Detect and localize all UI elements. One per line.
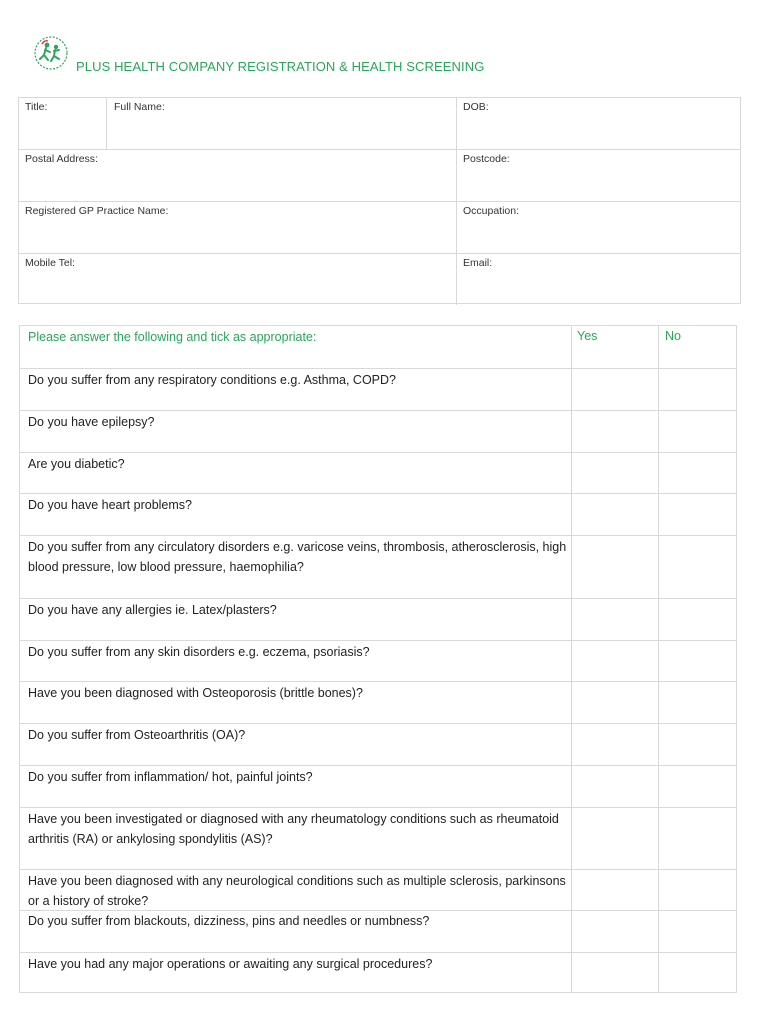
yes-checkbox[interactable] [572, 494, 658, 535]
postcode-field[interactable] [457, 150, 740, 201]
no-column-header: No [665, 329, 681, 343]
question-text: Do you have heart problems? [28, 498, 192, 512]
no-checkbox[interactable] [659, 870, 736, 910]
table-row [20, 765, 736, 807]
question-text: Do you suffer from Osteoarthritis (OA)? [28, 728, 246, 742]
questions-instruction: Please answer the following and tick as appropriate: [28, 330, 317, 344]
question-text: Have you been diagnosed with Osteoporosis (brittle bones)? [28, 686, 363, 700]
table-row [20, 681, 736, 723]
table-row [20, 807, 736, 869]
no-checkbox[interactable] [659, 766, 736, 807]
title-field[interactable] [19, 98, 106, 149]
no-checkbox[interactable] [659, 682, 736, 723]
questions-header-row [20, 326, 736, 368]
full-name-field[interactable] [108, 98, 456, 149]
email-field[interactable] [457, 254, 740, 304]
no-checkbox[interactable] [659, 494, 736, 535]
no-checkbox[interactable] [659, 411, 736, 452]
mobile-label: Mobile Tel: [25, 257, 75, 269]
no-checkbox[interactable] [659, 453, 736, 493]
question-text: Have you been diagnosed with any neurological conditions such as multiple sclerosis, parkinsons or a history of stroke? [28, 874, 566, 908]
yes-checkbox[interactable] [572, 369, 658, 410]
title-label: Title: [25, 101, 48, 113]
question-text: Have you been investigated or diagnosed with any rheumatology conditions such as rheumatoid arthritis (RA) or ankylosing spondylitis (AS)? [28, 812, 559, 846]
question-text: Have you had any major operations or awaiting any surgical procedures? [28, 957, 433, 971]
yes-checkbox[interactable] [572, 766, 658, 807]
health-questions-table [19, 325, 737, 993]
question-text: Do you suffer from inflammation/ hot, painful joints? [28, 770, 313, 784]
gp-practice-label: Registered GP Practice Name: [25, 205, 169, 217]
personal-details-form [18, 97, 741, 304]
question-text: Do you suffer from any circulatory disorders e.g. varicose veins, thrombosis, atherosclerosis, high blood pressure, low blood pressure, haemophilia? [28, 540, 567, 574]
no-checkbox[interactable] [659, 641, 736, 681]
yes-checkbox[interactable] [572, 870, 658, 910]
no-checkbox[interactable] [659, 599, 736, 640]
no-checkbox[interactable] [659, 369, 736, 410]
postal-address-field[interactable] [19, 150, 456, 201]
gp-practice-field[interactable] [19, 202, 456, 253]
table-row [20, 598, 736, 640]
yes-checkbox[interactable] [572, 682, 658, 723]
question-text: Do you have epilepsy? [28, 415, 155, 429]
running-figures-logo-icon [32, 33, 70, 73]
yes-checkbox[interactable] [572, 953, 658, 992]
occupation-field[interactable] [457, 202, 740, 253]
table-row [20, 910, 736, 952]
document-title: PLUS HEALTH COMPANY REGISTRATION & HEALTH SCREENING [76, 59, 485, 74]
mobile-field[interactable] [19, 254, 456, 304]
dob-field[interactable] [457, 98, 740, 149]
yes-checkbox[interactable] [572, 536, 658, 598]
question-text: Do you suffer from any respiratory conditions e.g. Asthma, COPD? [28, 373, 396, 387]
table-row [20, 410, 736, 452]
dob-label: DOB: [463, 101, 489, 113]
no-checkbox[interactable] [659, 724, 736, 765]
full-name-label: Full Name: [114, 101, 165, 113]
question-text: Are you diabetic? [28, 457, 125, 471]
table-row [20, 493, 736, 535]
yes-checkbox[interactable] [572, 808, 658, 869]
yes-checkbox[interactable] [572, 411, 658, 452]
table-row [20, 640, 736, 681]
table-row [20, 723, 736, 765]
yes-checkbox[interactable] [572, 599, 658, 640]
yes-checkbox[interactable] [572, 453, 658, 493]
table-row [20, 952, 736, 992]
yes-checkbox[interactable] [572, 911, 658, 952]
no-checkbox[interactable] [659, 911, 736, 952]
table-row [20, 535, 736, 598]
occupation-label: Occupation: [463, 205, 520, 217]
postal-address-label: Postal Address: [25, 153, 98, 165]
no-checkbox[interactable] [659, 953, 736, 992]
table-row [20, 368, 736, 410]
question-text: Do you suffer from any skin disorders e.g. eczema, psoriasis? [28, 645, 370, 659]
yes-checkbox[interactable] [572, 641, 658, 681]
email-label: Email: [463, 257, 493, 269]
no-checkbox[interactable] [659, 536, 736, 598]
question-text: Do you suffer from blackouts, dizziness, pins and needles or numbness? [28, 914, 430, 928]
table-row [20, 869, 736, 910]
yes-checkbox[interactable] [572, 724, 658, 765]
postcode-label: Postcode: [463, 153, 510, 165]
question-text: Do you have any allergies ie. Latex/plasters? [28, 603, 277, 617]
no-checkbox[interactable] [659, 808, 736, 869]
table-row [20, 452, 736, 493]
yes-column-header: Yes [577, 329, 598, 343]
